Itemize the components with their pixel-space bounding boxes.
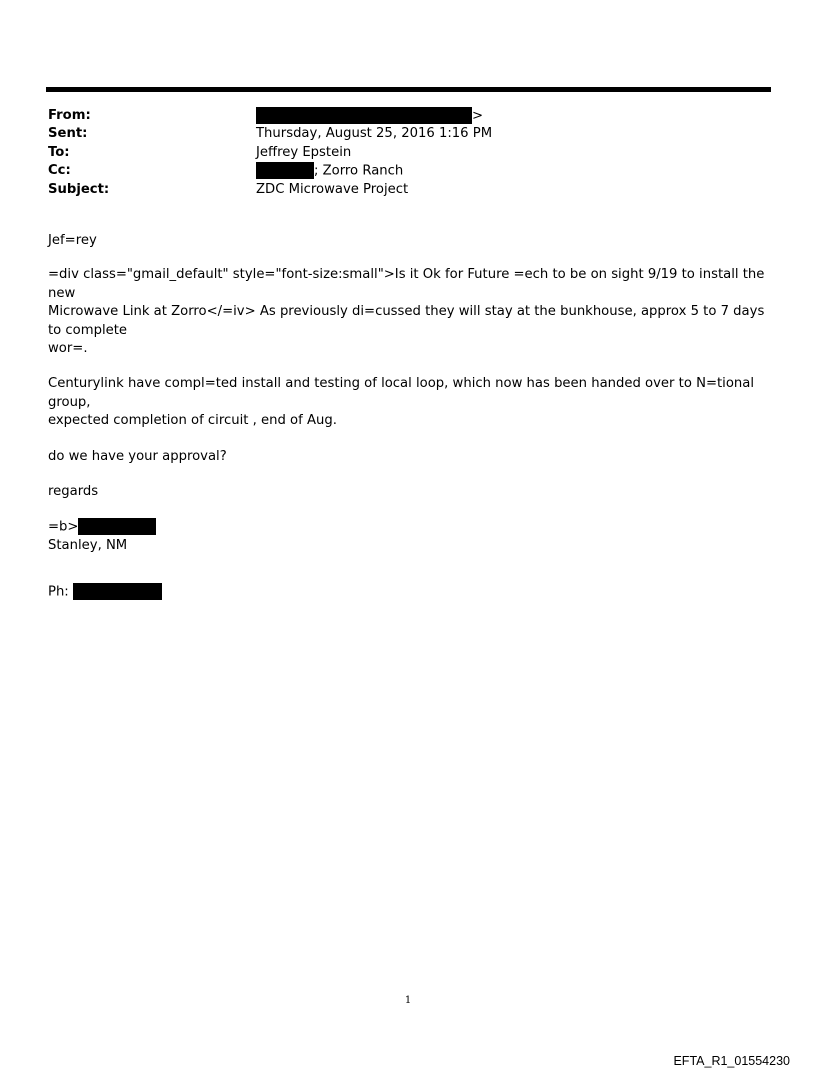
body-line: Microwave Link at Zorro</=iv> As previously di=cussed they will stay at the bunkhouse, approx 5 to 7 days to complete (48, 304, 765, 338)
sent-row (48, 125, 748, 143)
sent-label: Sent: (48, 126, 88, 142)
body-line: =div class="gmail_default" style="font-size:small">Is it Ok for Future =ech to be on sight 9/19 to install the new (48, 267, 765, 301)
approval-question: do we have your approval? (48, 448, 227, 464)
greeting: Jef=rey (48, 233, 97, 248)
redaction-box (78, 518, 156, 535)
body-line: wor=. (48, 341, 88, 357)
email-header (48, 107, 748, 199)
signature-prefix: =b> (48, 519, 79, 535)
from-row (48, 107, 748, 125)
header-rule (46, 87, 771, 92)
to-row (48, 144, 748, 162)
signature-location: Stanley, NM (48, 538, 128, 554)
to-label: To: (48, 144, 70, 160)
phone-label: Ph: (48, 584, 69, 600)
subject-row (48, 181, 748, 199)
from-label: From: (48, 108, 91, 123)
redaction-box (256, 162, 314, 179)
page-number: 1 (404, 995, 412, 1006)
phone-line (48, 583, 778, 602)
cc-value (256, 162, 748, 181)
body-line: Centurylink have compl=ted install and testing of local loop, which now has been handed over to N=tional group, (48, 376, 755, 410)
cc-value-suffix: ; Zorro Ranch (314, 163, 404, 179)
redaction-box (73, 583, 162, 600)
document-id: EFTA_R1_01554230 (673, 1054, 790, 1068)
cc-label: Cc: (48, 163, 71, 179)
signature-name (48, 518, 778, 537)
from-value (256, 107, 748, 126)
to-value: Jeffrey Epstein (256, 144, 352, 160)
from-value-suffix: > (472, 108, 484, 124)
subject-label: Subject: (48, 181, 110, 197)
sent-value: Thursday, August 25, 2016 1:16 PM (256, 126, 493, 142)
redaction-box (256, 107, 472, 124)
email-body (48, 232, 778, 602)
closing: regards (48, 484, 99, 500)
cc-row (48, 162, 748, 180)
subject-value: ZDC Microwave Project (256, 181, 409, 197)
body-line: expected completion of circuit , end of Aug. (48, 413, 337, 429)
